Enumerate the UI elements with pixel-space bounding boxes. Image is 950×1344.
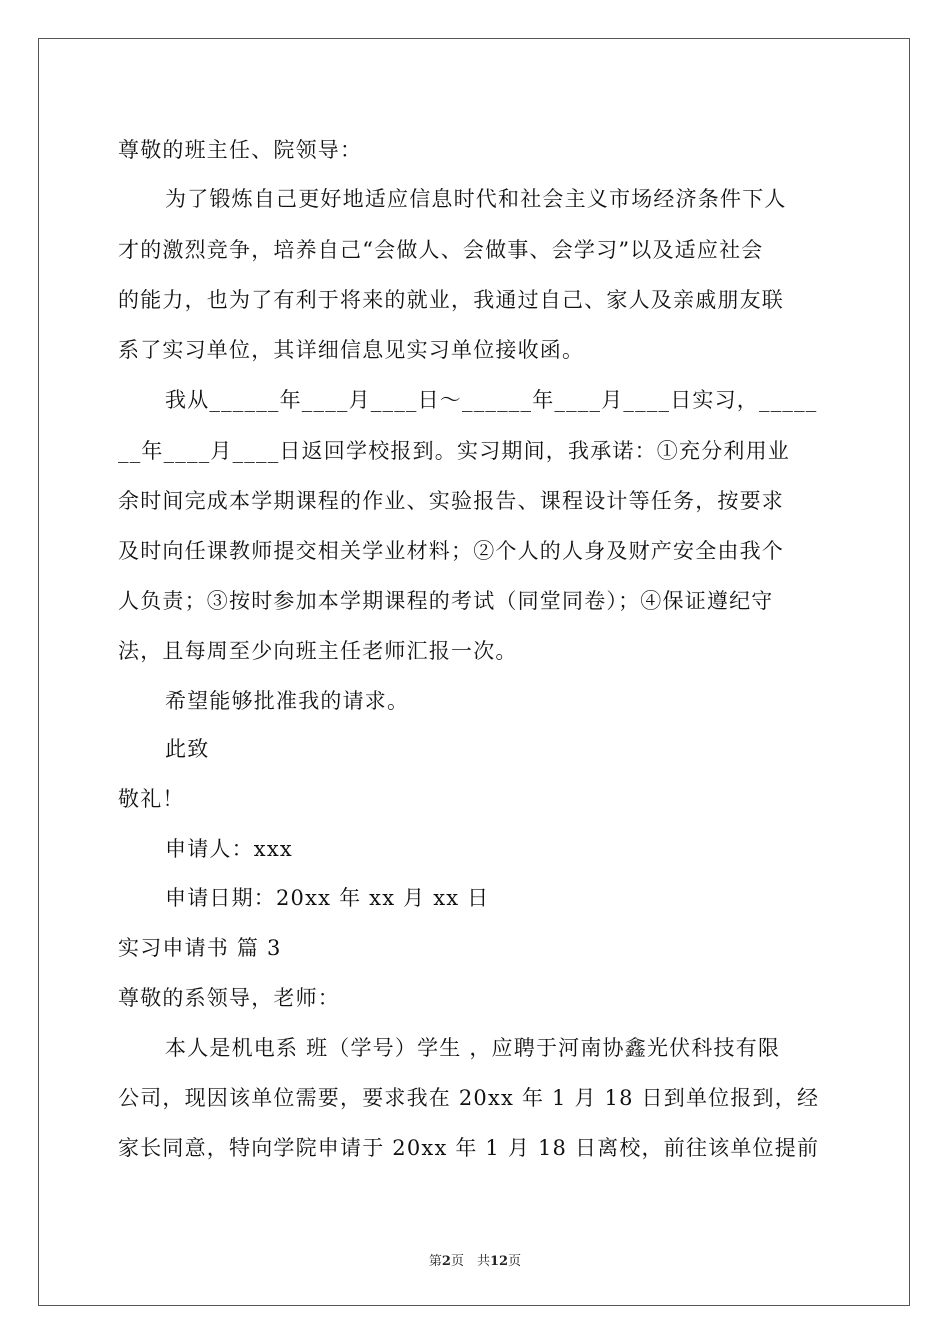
page-border [38,38,910,1306]
body-line: 为了锻炼自己更好地适应信息时代和社会主义市场经济条件下人 [165,187,787,211]
body-line: 法，且每周至少向班主任老师汇报一次。 [118,639,518,663]
salutation: 尊敬的系领导，老师： [118,986,340,1010]
body-line: 的能力，也为了有利于将来的就业，我通过自己、家人及亲戚朋友联 [118,288,784,312]
footer-prefix: 第 [428,1254,442,1269]
footer-mid: 页 共 [450,1254,490,1269]
body-line: 才的激烈竞争，培养自己“会做人、会做事、会学习”以及适应社会 [118,238,764,262]
body-line: 余时间完成本学期课程的作业、实验报告、课程设计等任务，按要求 [118,489,784,513]
body-line: 本人是机电系 班（学号）学生 ，应聘于河南协鑫光伏科技有限 [165,1036,781,1060]
applicant: 申请人：xxx [165,837,293,861]
body-line: 家长同意，特向学院申请于 20xx 年 1 月 18 日离校，前往该单位提前 [118,1136,820,1160]
footer-suffix: 页 [508,1254,522,1269]
salutation: 尊敬的班主任、院领导： [118,138,363,162]
closing: 此致 [165,737,210,761]
body-line: 公司，现因该单位需要，要求我在 20xx 年 1 月 18 日到单位报到，经 [118,1086,820,1110]
page-footer [0,1250,950,1269]
body-line: 我从______年____月____日～______年____月____日实习，_____ [165,388,818,412]
body-line: 系了实习单位，其详细信息见实习单位接收函。 [118,338,585,362]
closing: 敬礼！ [118,787,185,811]
body-line: 及时向任课教师提交相关学业材料；②个人的人身及财产安全由我个 [118,539,784,563]
apply-date: 申请日期：20xx 年 xx 月 xx 日 [165,886,490,910]
page-total: 12 [489,1254,509,1269]
section-heading: 实习申请书 篇 3 [118,936,282,960]
body-line: 希望能够批准我的请求。 [165,689,410,713]
body-line: __年____月____日返回学校报到。实习期间，我承诺：①充分利用业 [118,439,790,463]
body-line: 人负责；③按时参加本学期课程的考试（同堂同卷）；④保证遵纪守 [118,589,774,613]
page-number: 2 [441,1254,451,1269]
